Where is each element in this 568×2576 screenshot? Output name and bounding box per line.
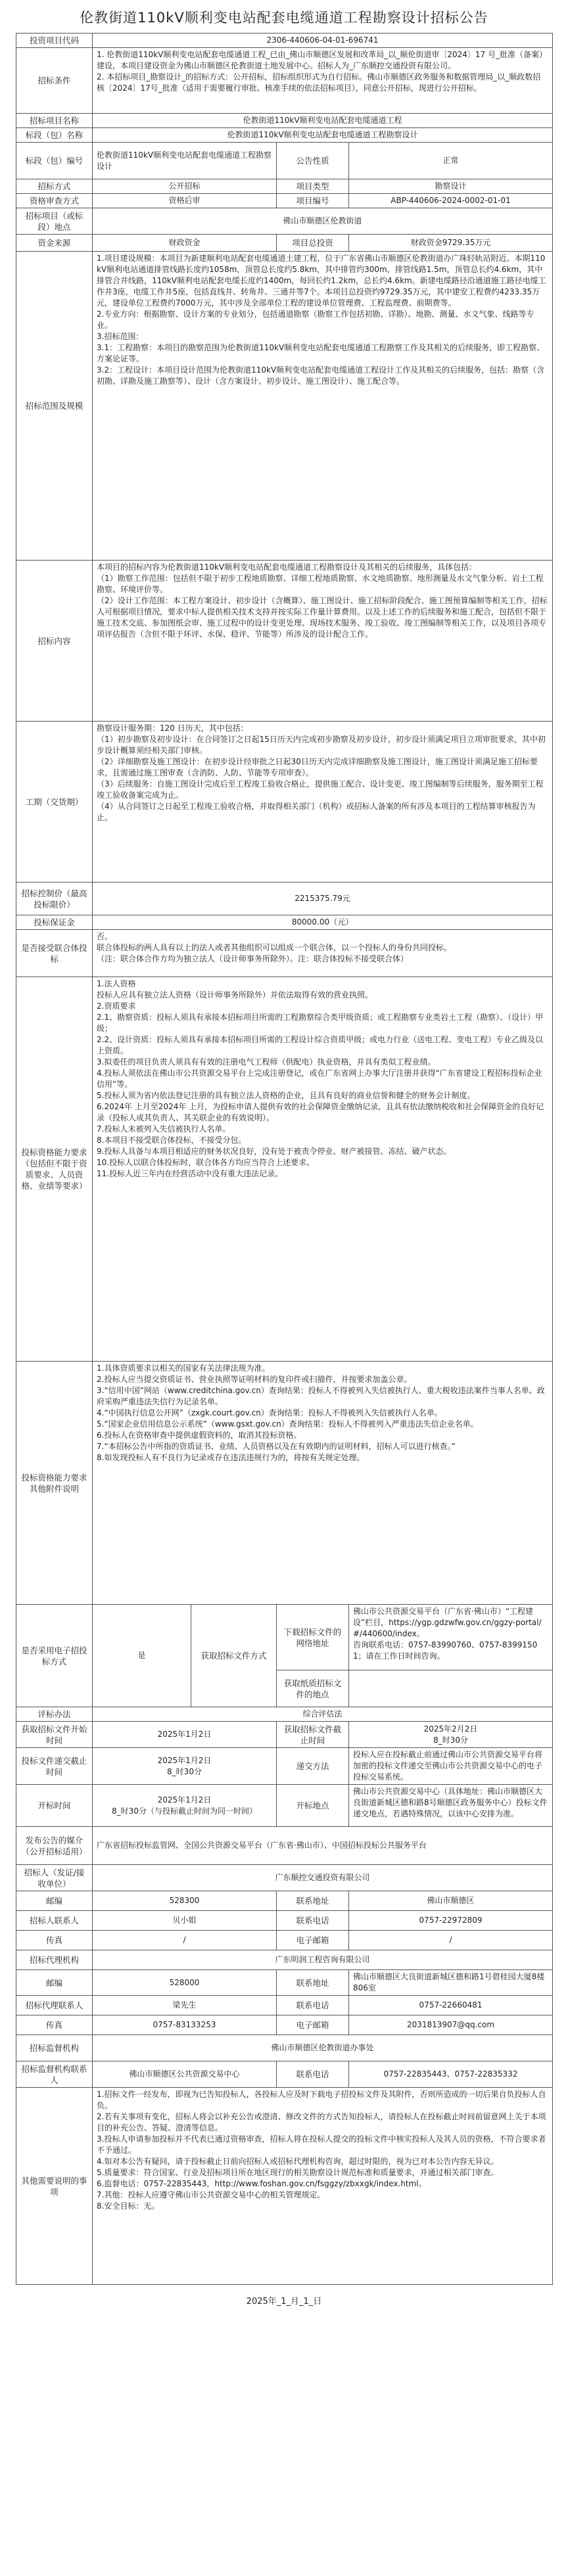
location: 佛山市顺德区伦教街道 [93, 208, 553, 235]
label-supervisor: 招标监督机构 [16, 2035, 93, 2061]
label-opening-place: 开标地点 [277, 1785, 349, 1827]
label-tenderer-addr: 联系地址 [277, 1891, 349, 1911]
notice-table [16, 33, 553, 2285]
bid-section-name: 伦教街道110kV顺利变电站配套电缆通道工程勘察设计 [93, 128, 553, 143]
supervisor: 佛山市顺德区伦教街道办事处 [93, 2035, 553, 2061]
label-supervisor-contact: 招标监督机构联系人 [16, 2061, 93, 2088]
tenderer-phone: 0757-22972809 [349, 1911, 553, 1931]
agent-email: 2031813907@qq.com [349, 2015, 553, 2035]
row-project-code [16, 34, 553, 48]
other-text: 1.招标文件一经发布，即视为已告知投标人，各投标人应及时下载电子招投标文件及其附件，否则所造成的一切后果自负投标人自负。 2.若有关事项有变化，招标人将会以补充公告或澄清、修改文件的方式告知投标人，请投标人在投标截止时间前留意网上关于本项目的补充公告、答疑、澄清等信息。 3.投标人申请参加投标并不代表已通过资格审查，招标人将在投标人提交的投标文件中核实投标人及其人员的资格，不符合要求者不予通过。 4.如对本公告有疑问，请于投标截止日前向招标人或招标代理机构咨询，超过时限的，视为已对本公告内容无异议。 5.质量要求：符合国家、行业及招标项目所在地区现行的相关勘察设计规范标准和质量要求，并通过相关部门审查。 6.监督电话：0757-22835443，http://www.foshan.gov.cn/fsggzy/zbxxgk/index.html。 7.其他：投标人应遵守佛山市公共资源交易中心的相关管理规定。 8.安全目标：无。 [97, 2090, 546, 2211]
scope-text: 1.项目建设规模：本项目为新建顺利电站配套电缆通道土建工程，位于广东省佛山市顺德区伦教街道办广珠轻轨站附近。本期110kV顺利电站通道排管线路长度约1058m，顶管总长度约5.8km，其中排管约300m，排管线路1.5m，顶管总长约4.6km，其中排管合并线路，110kV顺利电站配套电缆长度约1400m，每回长约1.2km，总长约4.6km。新建电缆路径沿通道施工路径电缆工作井3座，电缆工作井5座，包括直线井、转角井、三通井等7个。本项目总投资约9729.35万元，其中建安工程费约4233.35万元，建设单位工程费约7000万元，其中涉及全部单位工程的建设单位管理费、工程监理费、前期费等。 2.专业方向：根据勘察、设计方案的专业划分，包括通道勘察（勘察工作包括初勘、详勘）、地勘、测量、水文气象、线路等专业。 3.招标范围： 3.1：工程勘察：本项目的勘察范围为伦教街道110kV顺利变电站配套电缆通道工程勘察工作及其相关的后续服务，即工程勘察、方案论证等。 3.2：工程设计：本项目设计范围为伦教街道110kV顺利变电站配套电缆通道工程设计工作及其相关的后续服务，包括：勘察（含初勘、详勘及施工勘察等）、设计（含方案设计、初步设计、施工图设计）、施工配合等。 [97, 254, 546, 386]
row-bid-section-no [16, 143, 553, 179]
label-agent-email: 电子邮箱 [277, 2015, 349, 2035]
project-code: 2306-440606-04-01-696741 [93, 34, 553, 48]
label-download-url: 下载招标文件的网络地址 [277, 1605, 349, 1670]
row-schedule [16, 722, 553, 883]
row-control-price [16, 883, 553, 915]
tenderer-postcode: 528300 [93, 1891, 277, 1911]
agent-phone: 0757-22660481 [349, 1996, 553, 2015]
label-control-price: 招标控制价（最高投标限价） [16, 883, 93, 915]
label-agent: 招标代理机构 [16, 1950, 93, 1970]
row-deposit [16, 915, 553, 930]
label-evaluation: 评标办法 [16, 1707, 93, 1722]
tenderer-addr: 佛山市顺德区 [349, 1891, 553, 1911]
label-supervisor-phone: 联系电话 [277, 2061, 349, 2088]
row-consortium [16, 930, 553, 977]
label-project-type: 项目类型 [277, 179, 349, 194]
supervisor-phone: 0757-22835443、0757-22835332 [349, 2061, 553, 2088]
label-tenderer-contact: 招标人联系人 [16, 1911, 93, 1931]
row-bidder-qualification [16, 977, 553, 1362]
label-cross-region: 投标资格能力要求其他附件说明 [16, 1362, 93, 1605]
label-media: 发布公告的媒介（公开招标适用） [16, 1827, 93, 1865]
row-tenderer [16, 1865, 553, 1891]
label-bidder-qualification: 投标资格能力要求（包括但不限于资质要求、人员资格、业绩等要求） [16, 977, 93, 1362]
label-opening: 开标时间 [16, 1785, 93, 1827]
deposit: 80000.00（元） [93, 915, 553, 930]
row-tender-method [16, 179, 553, 194]
row-opening [16, 1785, 553, 1827]
label-scope: 招标范围及规模 [16, 252, 93, 561]
label-tender-method: 招标方式 [16, 179, 93, 194]
row-location [16, 208, 553, 235]
row-other [16, 2088, 553, 2285]
label-electronic: 是否采用电子招投标方式 [16, 1605, 93, 1707]
project-code-no: ABP-440606-2024-0002-01-01 [349, 194, 553, 208]
row-scope [16, 252, 553, 561]
label-agent-phone: 联系电话 [277, 1996, 349, 2015]
label-paper-file: 获取纸质招标文件的地点 [277, 1670, 349, 1707]
row-bid-section-name [16, 128, 553, 143]
label-notice-type: 公告性质 [277, 143, 349, 179]
row-tenderer-fax [16, 1931, 553, 1950]
row-tenderer-postcode [16, 1891, 553, 1911]
row-submission [16, 1748, 553, 1785]
row-evaluation [16, 1707, 553, 1722]
page-title: 伦教街道110kV顺利变电站配套电缆通道工程勘察设计招标公告 [80, 10, 488, 26]
media: 广东省招标投标监管网、全国公共资源交易平台（广东省·佛山市）、中国招标投标公共服务平台 [93, 1827, 553, 1865]
label-consortium: 是否接受联合体投标 [16, 930, 93, 977]
opening-place: 佛山市公共资源交易中心（具体地址：佛山市顺德区大良街道新城区德和路8号顺德区政务服务中心）投标文件递交地点，若遇特殊情况，以该中心安排为准。 [353, 1787, 548, 1818]
label-agent-addr: 联系地址 [277, 1970, 349, 1996]
label-agent-postcode: 邮编 [16, 1970, 93, 1996]
qualification: 资格后审 [93, 194, 277, 208]
agent-addr: 佛山市顺德区大良街道新城区德和路1号碧桂园大厦8楼806室 [349, 1970, 553, 1996]
label-file-method: 获取招标文件方式 [191, 1605, 277, 1707]
content-text: 本项目的招标内容为伦教街道110kV顺利变电站配套电缆通道工程勘察设计及其相关的后续服务，具体包括： （1）勘察工作范围：包括但不限于初步工程地质勘察、详细工程地质勘察、水文地质勘察、地形测量及水文气象分析、岩土工程勘察、环境评价等。 （2）设计工作范围：本工程方案设计、初步设计（含概算）、施工图设计、施工招标阶段配合、施工图预算编制等相关工作，招标人可根据项目情况，要求中标人提供相关技术支持并按实际工作量计算费用。以及上述工作的后续服务和施工配合，包括但不限于施工技术交底、参加图纸会审、施工过程中的设计变更处理、现场技术服务、竣工验收、竣工图编制等相关工作，以及项目各项专项评估报告（含但不限于环评、水保、稳评、节能等）所涉及的设计配合工作。 [97, 563, 548, 639]
control-price: 2215375.79元 [93, 883, 553, 915]
label-funding: 资金来源 [16, 235, 93, 252]
label-bid-section-name: 标段（包）名称 [16, 128, 93, 143]
label-project-code: 投资项目代码 [16, 34, 93, 48]
label-qualification: 资格审查方式 [16, 194, 93, 208]
row-tender-conditions [16, 48, 553, 114]
label-agent-fax: 传真 [16, 2015, 93, 2035]
file-end: 2025年2月2日 8_时30分 [423, 1724, 478, 1745]
schedule-text: 勘察设计服务期：120 日历天，其中包括： （1）初步勘察及初步设计：在合同签订之日起15日历天内完成初步勘察及初步设计，初步设计须满足项目立项审批要求，其中初步设计概算须经相关部门审核。 （2）详细勘察及施工图设计：在初步设计经审批之日起30日历天内完成详细勘察及施工图设计，施工图设计须满足施工招标要求，且需通过施工图审查（含消防、人防、节能等专项审查）。 （3）后续服务：自施工图设计完成后至工程竣工验收合格止，提供施工配合、设计变更、竣工图编制等后续服务，服务期至工程竣工验收备案完成为止。 （4）从合同签订之日起至工程竣工验收合格，并取得相关部门（机构）或招标人备案的所有涉及本项目的工程结算审核报告为止。 [97, 724, 546, 822]
row-agent-contact [16, 1996, 553, 2015]
label-tenderer-email: 电子邮箱 [277, 1931, 349, 1950]
row-electronic [16, 1605, 553, 1670]
notice-type: 正常 [349, 143, 553, 179]
row-agent-postcode [16, 1970, 553, 1996]
consortium-text: 否。 联合体投标的两人具有以上的法人或者其他组织可以组成一个联合体，以一个投标人的身份共同投标。 （注：联合体合作方均为独立法人（设计师事务所除外）。注：联合体投标不接受联合体） [97, 932, 452, 963]
project-type: 勘察设计 [349, 179, 553, 194]
agent-postcode: 528000 [93, 1970, 277, 1996]
total-investment: 财政资金9729.35万元 [349, 235, 553, 252]
footer-date: 2025年_1_月_1_日 [246, 2297, 322, 2307]
label-submission-method: 递交方法 [277, 1748, 349, 1785]
label-schedule: 工期（交货期） [16, 722, 93, 883]
label-location: 招标项目（或标段）地点 [16, 208, 93, 235]
label-tenderer: 招标人（发证/接收单位） [16, 1865, 93, 1891]
electronic: 是 [93, 1605, 191, 1707]
label-tender-conditions: 招标条件 [16, 48, 93, 114]
project-name: 伦教街道110kV顺利变电站配套电缆通道工程 [93, 114, 553, 128]
row-supervisor [16, 2035, 553, 2061]
paper-file [349, 1670, 553, 1707]
label-deposit: 投标保证金 [16, 915, 93, 930]
row-agent-fax [16, 2015, 553, 2035]
label-project-name: 招标项目名称 [16, 114, 93, 128]
row-qualification [16, 194, 553, 208]
row-supervisor-detail [16, 2061, 553, 2088]
label-tenderer-postcode: 邮编 [16, 1891, 93, 1911]
submission-method: 投标人应在投标截止前通过佛山市公共资源交易平台将加密的投标文件递交至佛山市公共资源交易中心的电子投标交易系统。 [353, 1750, 543, 1782]
row-file-time [16, 1722, 553, 1748]
opening-time: 2025年1月2日 8_时30分（与投标截止时间为同一时间） [112, 1795, 257, 1816]
supervisor-contact: 佛山市顺德区公共资源交易中心 [93, 2061, 277, 2088]
file-start: 2025年1月2日 [93, 1722, 277, 1748]
download-url[interactable]: 佛山市公共资源交易平台（广东省·佛山市）“工程建设”栏目，https://ygp.gdzwfw.gov.cn/ggzy-portal/#/440600/index。 咨询联系电话：0757-83990760、0757-83991501；请在工作日时间咨询。 [353, 1607, 542, 1661]
tenderer-fax: / [93, 1931, 277, 1950]
row-project-name [16, 114, 553, 128]
tenderer-email: / [349, 1931, 553, 1950]
tenderer: 广东顺控交通投资有限公司 [93, 1865, 553, 1891]
label-bid-section-no: 标段（包）编号 [16, 143, 93, 179]
agent: 广东明润工程咨询有限公司 [93, 1950, 553, 1970]
evaluation: 综合评估法 [93, 1707, 553, 1722]
row-media [16, 1827, 553, 1865]
label-file-start: 获取招标文件开始时间 [16, 1722, 93, 1748]
row-cross-region [16, 1362, 553, 1605]
label-file-end: 获取招标文件截止时间 [277, 1722, 349, 1748]
cross-region-text: 1.具体资质要求以相关的国家有关法律法规为准。 2.投标人应当提交资质证书、营业执照等证明材料的复印件或扫描件，并按要求加盖公章。 3.“信用中国”网站（www.creditchina.gov.cn）查询结果：投标人不得被列入失信被执行人、重大税收违法案件当事人名单、政府采购严重违法失信行为记录名单。 4.“中国执行信息公开网”（zxgk.court.gov.cn）查询结果：投标人不得被列入失信被执行人名单。 5.“国家企业信用信息公示系统”（www.gsxt.gov.cn）查询结果：投标人不得被列入严重违法失信企业名单。 6.投标人在资格审查中提供虚假资料的，取消其投标资格。 7.“本招标公告中所指的资质证书、业绩、人员资格以及在有效期内的证明材料，招标人可以进行核查。” 8.如发现投标人有不良行为记录或存在违法违规行为的，将按有关规定处理。 [97, 1364, 545, 1462]
label-agent-contact: 招标代理联系人 [16, 1996, 93, 2015]
tenderer-contact: 贝小姐 [93, 1911, 277, 1931]
tender-method: 公开招标 [93, 179, 277, 194]
tender-conditions-text: 1. 伦教街道110kV顺利变电站配套电缆通道工程_已由_佛山市顺德区发展和改革局_以_顺伦街道审〔2024〕17 号_批准（备案）建设，本项目建设资金为佛山市顺德区伦教街道土地发展中心。招标人为_广东顺控交通投资有限公司。 2. 本招标项目_勘察设计_的招标方式：公开招标，招标组织形式为自行招标。佛山市顺德区政务服务和数据管理局_以_顺政数招核〔2024〕17号_批准（适用于需要履行审批、核准手续的依法招标项目），同意公开招标，现进行公开招标。 [97, 50, 547, 93]
funding: 财政资金 [93, 235, 277, 252]
agent-contact: 梁先生 [93, 1996, 277, 2015]
label-tenderer-fax: 传真 [16, 1931, 93, 1950]
label-total-investment: 项目总投资 [277, 235, 349, 252]
bidder-qualification-text: 1.法人资格 投标人应具有独立法人资格（设计师事务所除外）并依法取得有效的营业执照。 2.资质要求 2.1、勘察资质：投标人须具有承接本招标项目所需的工程勘察综合类甲级资质；或工程勘察专业类岩土工程（勘察）、（设计）甲级； 2.2、设计资质：投标人须具有承接本招标项目所需的工程设计综合资质甲级；或电力行业（送电工程、变电工程）专业乙级及以上资质。 3.拟委任的项目负责人须具有有效的注册电气工程师（供配电）执业资格，并具有类似工程业绩。 4.投标人须依法在佛山市公共资源交易平台上完成注册登记，或在广东省网上办事大厅注册并获得“广东省建设工程招标投标企业信用”等。 5.投标人须为省内依法登记注册的具有独立法人资格的企业，且具有良好的商业信誉和健全的财务会计制度。 6.2024年 上月至2024年 上月，为投标申请人提供有效的社会保障资金缴纳记录，且具有依法缴纳税收和社会保障资金的良好记录（投标人或其负责人、其关联企业的有效说明）。 7.投标人未被列入失信被执行人名单。 8.本项目不接受联合体投标，不接受分包。 9.投标人具备与本项目相适应的财务状况良好，没有处于被责令停业、财产被接管、冻结、破产状态。 10.投标人以联合体投标时，联合体各方均应当符合上述要求。 11.投标人近三年内在经营活动中没有重大违法记录。 [97, 979, 544, 1178]
row-tenderer-contact [16, 1911, 553, 1931]
label-other: 其他需要说明的事项 [16, 2088, 93, 2285]
row-funding [16, 235, 553, 252]
label-content: 招标内容 [16, 561, 93, 722]
row-agent [16, 1950, 553, 1970]
agent-fax: 0757-83133253 [93, 2015, 277, 2035]
row-content [16, 561, 553, 722]
label-tenderer-phone: 联系电话 [277, 1911, 349, 1931]
bid-section-no: 伦教街道110kV顺利变电站配套电缆通道工程勘察设计 [93, 143, 277, 179]
label-submission: 投标文件递交截止时间 [16, 1748, 93, 1785]
submission-deadline: 2025年1月2日 8_时30分 [157, 1755, 212, 1776]
label-project-code-no: 项目编号 [277, 194, 349, 208]
